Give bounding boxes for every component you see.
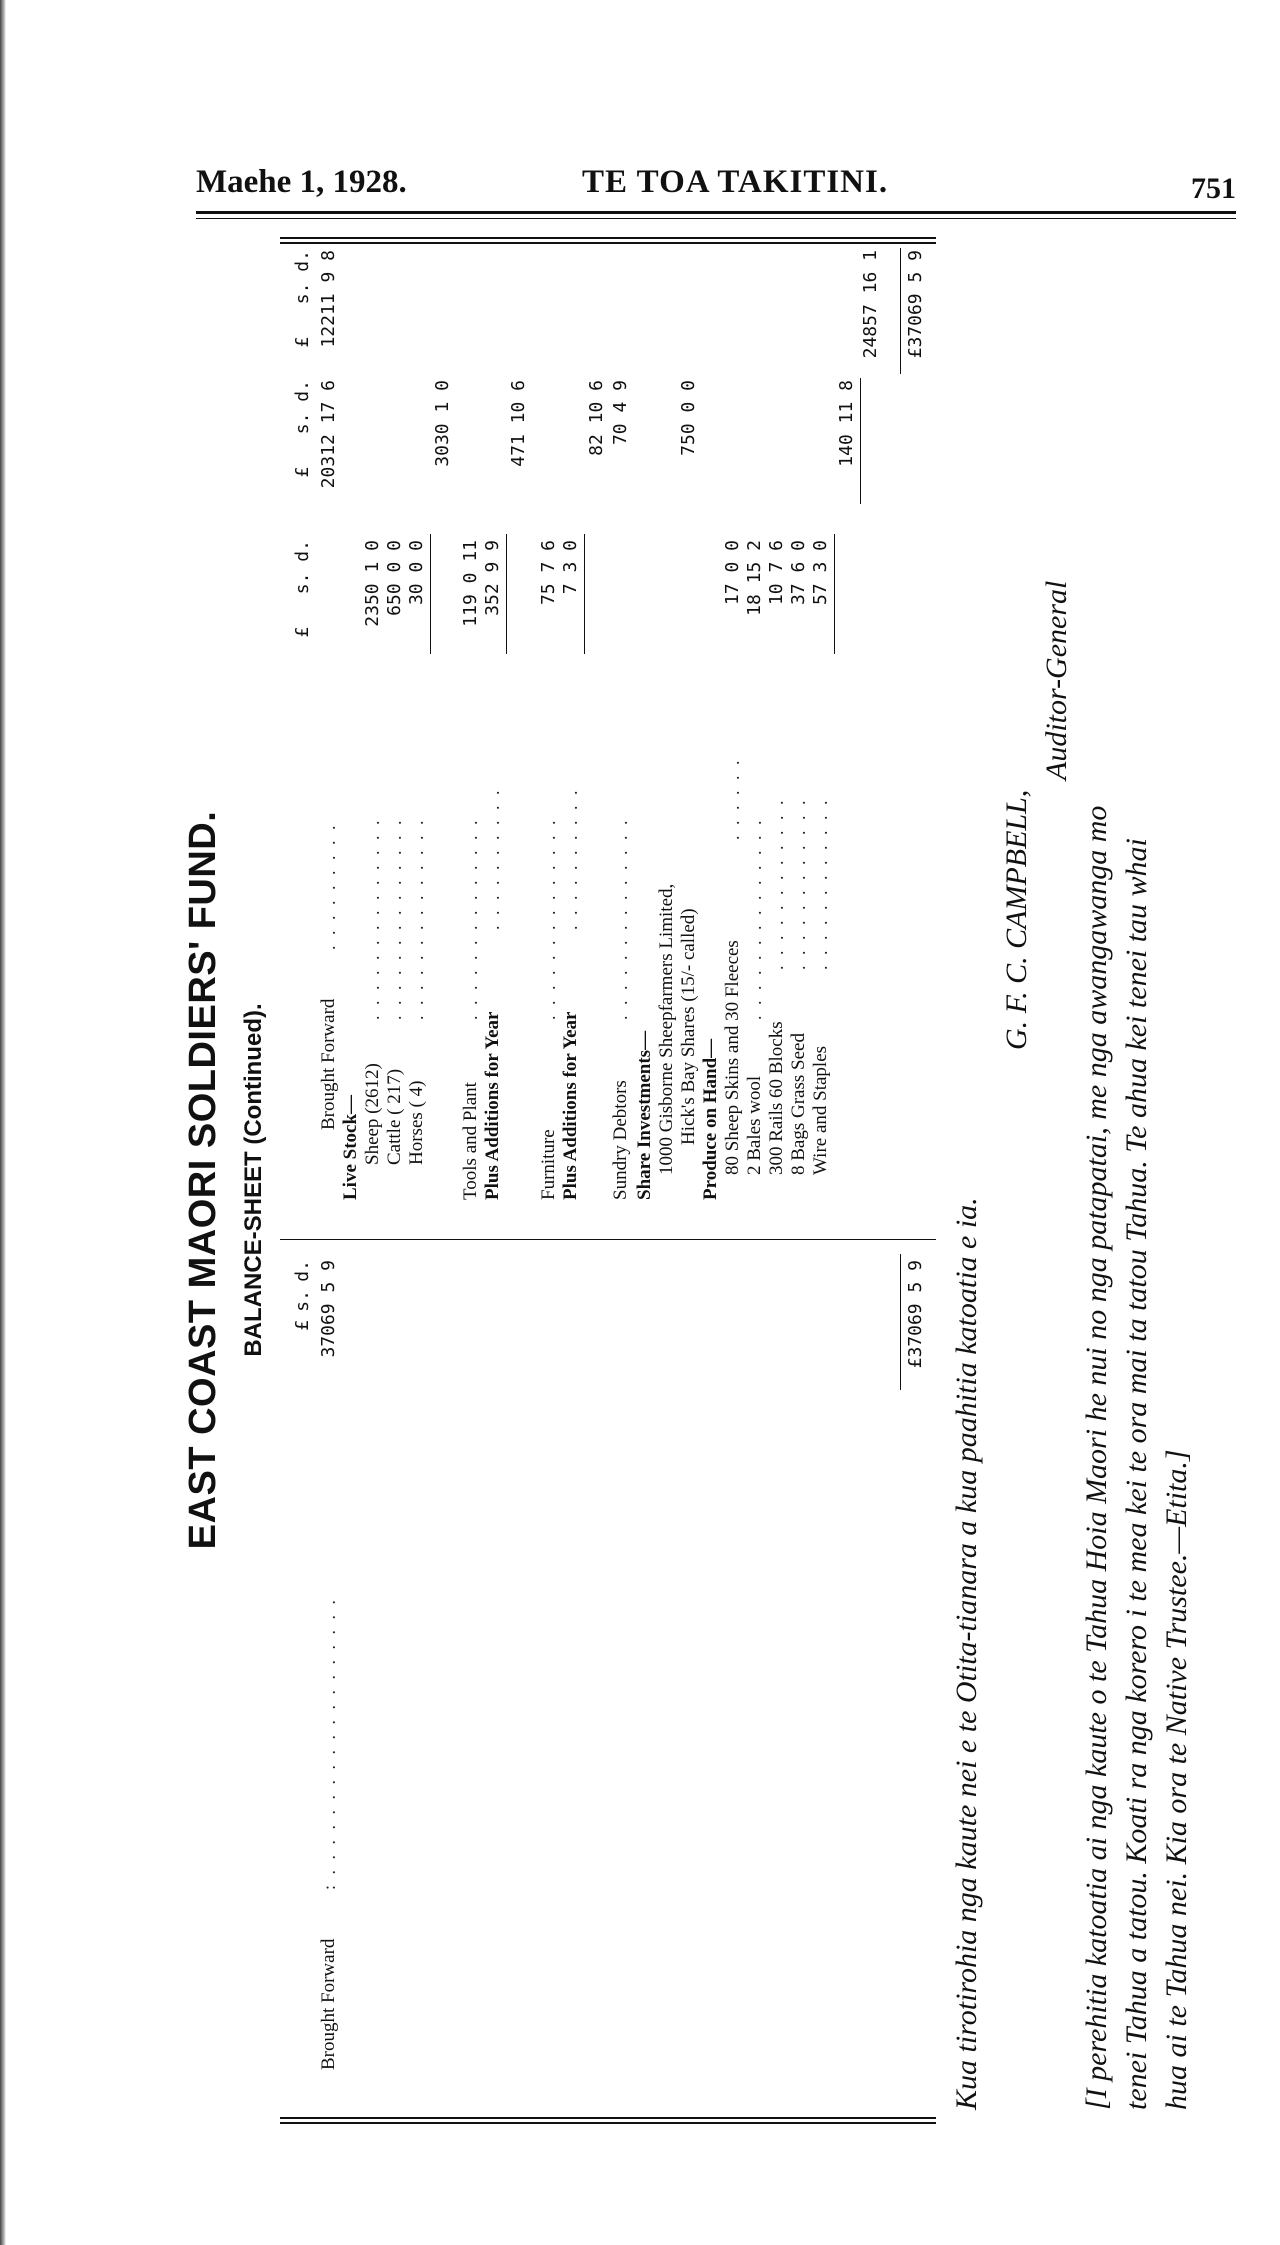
furniture-amount: 75 7 6	[538, 540, 559, 606]
editor-note-line: tenei Tahua a tatou. Koati ra nga korero i te mea kei te ora mai ta tatou Tahua. Te ahua kei tenei tau whai	[1120, 838, 1153, 2110]
produce-item: 300 Rails 60 Blocks	[766, 1021, 787, 1175]
produce-item-amount: 18 15 2	[744, 540, 765, 616]
leader-dots: . . . . . . . . . .	[561, 787, 581, 930]
share-investments-line: Hick's Bay Shares (15/- called)	[678, 908, 699, 1145]
left-brought-forward-label: Brought Forward	[318, 1938, 339, 2070]
subtotal-rule	[834, 534, 835, 654]
live-stock-heading: Live Stock—	[340, 1094, 361, 1200]
produce-item-amount: 37 6 0	[788, 540, 809, 606]
leader-dots: . . . . . . . . .	[319, 822, 339, 950]
left-brought-forward-amount: 37069 5 9	[318, 1260, 339, 1358]
signature-name: G. F. C. CAMPBELL,	[1000, 789, 1033, 1050]
page-spine-shadow	[0, 0, 6, 2245]
leader-dots: . . . . . . . . . . . . . .	[385, 817, 405, 1020]
leader-dots: . . . . . . . . . . . .	[811, 797, 831, 970]
left-total: £37069 5 9	[905, 1260, 926, 1369]
leader-dots: : . . . . . . . . . . . . . . . . . . .	[319, 1596, 339, 1890]
produce-item: 8 Bags Grass Seed	[788, 1033, 809, 1175]
produce-heading: Produce on Hand—	[700, 1038, 721, 1200]
leader-dots: . . . . . . . . . . . .	[789, 797, 809, 970]
right-head-c3: £ s. d.	[292, 250, 313, 348]
table-border-right	[280, 237, 936, 239]
tools-amount: 119 0 11	[460, 540, 481, 627]
right-subtotal: 24857 16 1	[860, 250, 881, 359]
leader-dots: . . . . . . . . . . . . . .	[461, 817, 481, 1020]
furniture-plus-amount: 7 3 0	[560, 540, 581, 595]
table-center-rule	[280, 1239, 936, 1240]
header-date: Maehe 1, 1928.	[196, 164, 407, 200]
furniture-total: 82 10 6	[586, 380, 607, 456]
leader-dots: . . . . . . . . . . . . . .	[745, 817, 765, 1020]
right-brought-forward-c2: 20312 17 6	[318, 380, 339, 489]
page-number: 751	[1191, 172, 1236, 205]
left-total-rule	[900, 1254, 901, 1390]
tools-plus-label: Plus Additions for Year	[482, 1011, 503, 1200]
subtotal-rule	[584, 534, 585, 654]
right-brought-forward-c3: 12211 9 8	[318, 250, 339, 348]
share-investments-heading: Share Investments—	[634, 1030, 655, 1200]
left-head-pound: £	[292, 1320, 313, 1331]
leader-dots: . . . . . .	[723, 757, 743, 840]
furniture-label: Furniture	[538, 1129, 559, 1200]
live-stock-item-amount: 2350 1 0	[362, 540, 383, 627]
table-border-left-inner	[280, 2117, 936, 2119]
table-border-right-inner	[280, 242, 936, 244]
header-title: TE TOA TAKITINI.	[582, 164, 889, 200]
share-investments-amount: 750 0 0	[678, 380, 699, 456]
right-head-c1: £ s. d.	[292, 540, 313, 638]
produce-total: 140 11 8	[836, 380, 857, 467]
leader-dots: . . . . . . . . . . . .	[767, 797, 787, 970]
produce-item-amount: 10 7 6	[766, 540, 787, 606]
live-stock-item: Sheep (2612)	[362, 1063, 383, 1165]
grand-total-rule	[900, 248, 901, 374]
rotated-balance-sheet	[160, 230, 1250, 2130]
sundry-debtors-label: Sundry Debtors	[610, 1080, 631, 1200]
subtotal-rule	[860, 378, 861, 504]
live-stock-item-amount: 30 0 0	[406, 540, 427, 606]
right-grand-total: £37069 5 9	[905, 250, 926, 359]
right-brought-forward-label: Brought Forward	[318, 998, 339, 1130]
subtotal-rule	[506, 534, 507, 654]
leader-dots: . . . . . . . . . . . . . .	[611, 817, 631, 1020]
right-head-c2: £ s. d.	[292, 380, 313, 478]
produce-item: 2 Bales wool	[744, 1075, 765, 1175]
editor-note-line: hua ai te Tahua nei. Kia ora te Native Trustee.—Etita.]	[1160, 1449, 1193, 2110]
signature-title: Auditor-General	[1040, 580, 1073, 780]
leader-dots: . . . . . . . . . .	[483, 787, 503, 930]
header-rule-thin	[196, 218, 1236, 219]
tools-total: 471 10 6	[508, 380, 529, 467]
produce-item-amount: 57 3 0	[810, 540, 831, 606]
document-title: EAST COAST MAORI SOLDIERS' FUND.	[182, 810, 224, 1550]
produce-item: 80 Sheep Skins and 30 Fleeces	[722, 940, 743, 1175]
live-stock-item-amount: 650 0 0	[384, 540, 405, 616]
live-stock-item: Cattle ( 217)	[384, 1068, 405, 1165]
tools-label: Tools and Plant	[460, 1082, 481, 1200]
live-stock-total: 3030 1 0	[432, 380, 453, 467]
share-investments-line: 1000 Gisborne Sheepfarmers Limited,	[656, 883, 677, 1175]
produce-item: Wire and Staples	[810, 1045, 831, 1175]
leader-dots: . . . . . . . . . . . . . .	[539, 817, 559, 1020]
document-subtitle: BALANCE-SHEET (Continued).	[240, 1003, 267, 1357]
editor-note-line: [I perehitia katoatia ai nga kaute o te Tahua Hoia Maori he nui no nga patapatai, me nga awangawanga mo	[1080, 805, 1113, 2110]
table-border-left	[280, 2122, 936, 2124]
left-head-d: d.	[292, 1260, 313, 1282]
tools-plus-amount: 352 9 9	[482, 540, 503, 616]
sundry-debtors-amount: 70 4 9	[610, 380, 631, 446]
furniture-plus-label: Plus Additions for Year	[560, 1011, 581, 1200]
running-header	[196, 164, 1236, 208]
produce-item-amount: 17 0 0	[722, 540, 743, 606]
examined-statement: Kua tirotirohia nga kaute nei e te Otita-tianara a kua paahitia katoatia e ia.	[950, 1197, 983, 2110]
leader-dots: . . . . . . . . . . . . . .	[363, 817, 383, 1020]
subtotal-rule	[430, 534, 431, 654]
left-head-s: s.	[292, 1290, 313, 1312]
leader-dots: . . . . . . . . . . . . . .	[407, 817, 427, 1020]
live-stock-item: Horses ( 4)	[406, 1080, 427, 1165]
header-rule	[196, 211, 1236, 214]
